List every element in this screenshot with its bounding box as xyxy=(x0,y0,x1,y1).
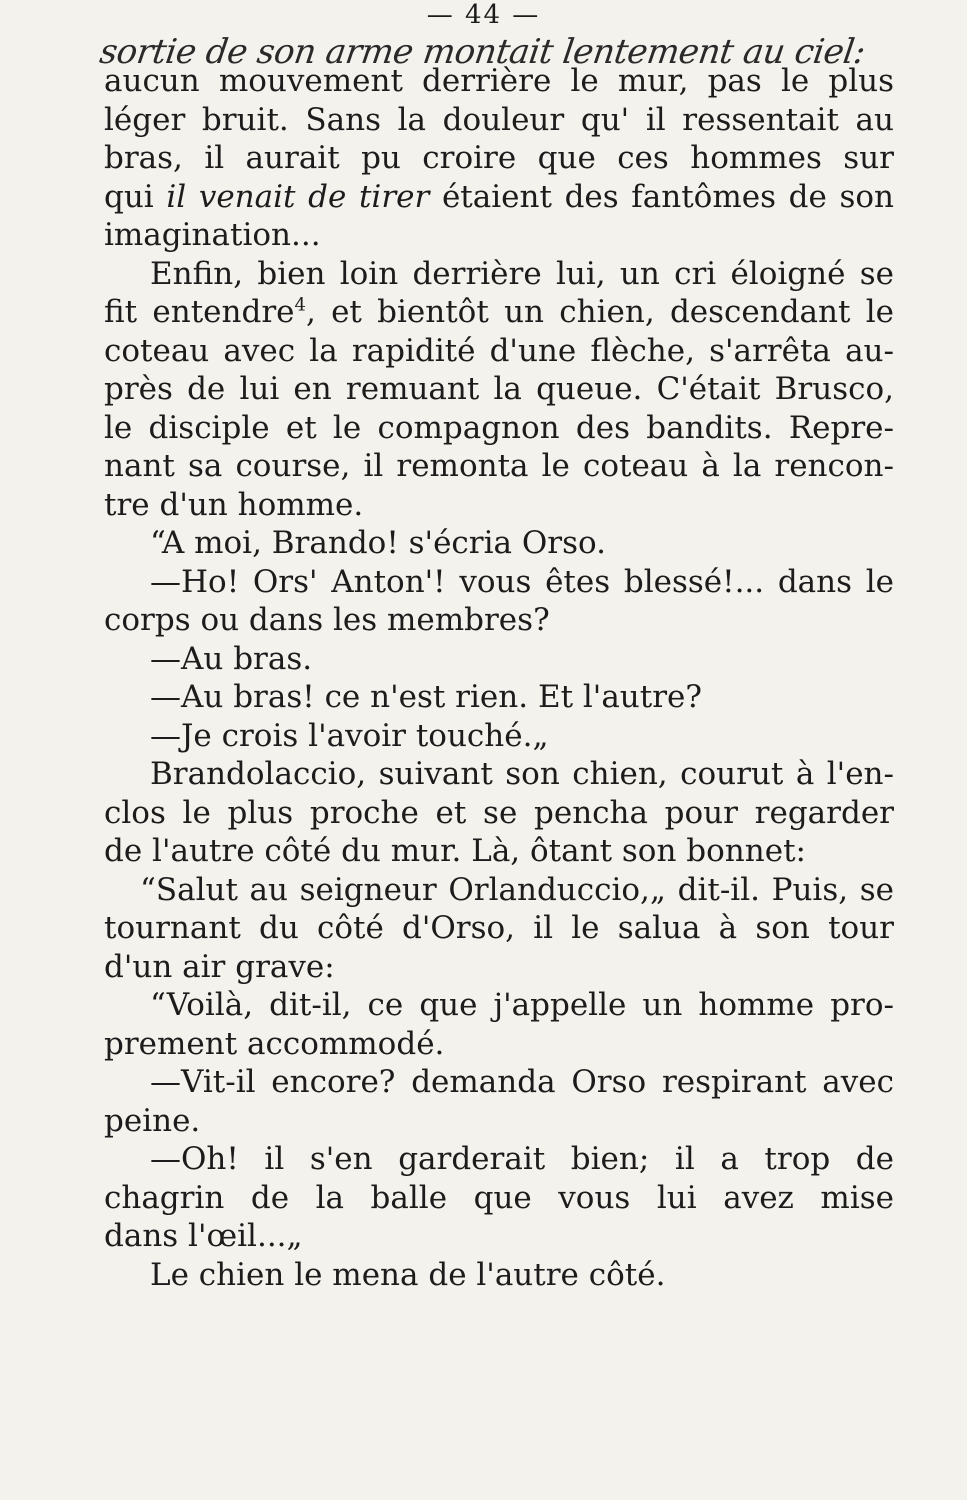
text-line: aucun mouvement derrière le mur, pas le plus xyxy=(104,63,894,99)
text-line: le disciple et le compagnon des bandits. Repre- xyxy=(104,409,894,446)
text-line: nant sa course, il remonta le coteau à la rencon- xyxy=(104,448,894,484)
text-line: Enfin, bien loin derrière lui, un cri éloigné se xyxy=(150,255,894,292)
text-line: —Au bras. xyxy=(150,640,313,677)
text-line: —Je crois l'avoir touché.„ xyxy=(150,717,549,754)
footnote-marker: 4 xyxy=(294,294,306,316)
text-line: “Voilà, dit-il, ce que j'appelle un homme pro- xyxy=(150,987,894,1023)
text-line xyxy=(104,293,894,332)
text-line: bras, il aurait pu croire que ces hommes sur xyxy=(104,140,894,176)
text-run: , et bientôt un chien, descendant le xyxy=(305,294,894,330)
text-line: coteau avec la rapidité d'une flèche, s'arrêta au- xyxy=(104,332,894,369)
text-line: tre d'un homme. xyxy=(104,486,364,523)
text-line: peine. xyxy=(104,1102,201,1139)
text-line xyxy=(104,178,894,217)
text-line: clos le plus proche et se pencha pour regarder xyxy=(104,794,894,831)
text-line: imagination... xyxy=(104,217,321,253)
text-line: près de lui en remuant la queue. C'était Brusco, xyxy=(104,371,894,407)
handwritten-annotation: sortie de son arme montait lentement au ciel: xyxy=(97,32,868,72)
text-line: léger bruit. Sans la douleur qu' il ressentait au xyxy=(104,101,894,138)
text-line: —Vit-il encore? demanda Orso respirant avec xyxy=(150,1064,894,1100)
text-line: prement accommodé. xyxy=(104,1025,445,1062)
text-line: —Oh! il s'en garderait bien; il a trop de xyxy=(150,1141,894,1177)
text-run: qui xyxy=(104,178,167,215)
italic-text: il venait de tirer xyxy=(166,178,430,215)
text-line: corps ou dans les membres? xyxy=(104,602,550,638)
text-line: “A moi, Brando! s'écria Orso. xyxy=(150,525,606,561)
text-line: —Ho! Ors' Anton'! vous êtes blessé!... dans le xyxy=(150,563,894,600)
text-run: fit entendre xyxy=(104,294,295,330)
text-line: Le chien le mena de l'autre côté. xyxy=(150,1256,666,1293)
text-line: tournant du côté d'Orso, il le salua à son tour xyxy=(104,910,894,946)
text-line: Brandolaccio, suivant son chien, courut à l'en- xyxy=(150,756,894,792)
text-line: de l'autre côté du mur. Là, ôtant son bonnet: xyxy=(104,833,806,869)
text-line: d'un air grave: xyxy=(104,948,335,985)
text-line: —Au bras! ce n'est rien. Et l'autre? xyxy=(150,679,703,715)
text-run: étaient des fantômes de son xyxy=(429,178,894,215)
text-line: chagrin de la balle que vous lui avez mise xyxy=(104,1179,894,1216)
text-line: “Salut au seigneur Orlanduccio,„ dit-il. Puis, se xyxy=(140,871,894,908)
body-text xyxy=(104,62,894,1294)
text-line: dans l'œil...„ xyxy=(104,1218,303,1254)
page-number: — 44 — xyxy=(426,0,541,30)
